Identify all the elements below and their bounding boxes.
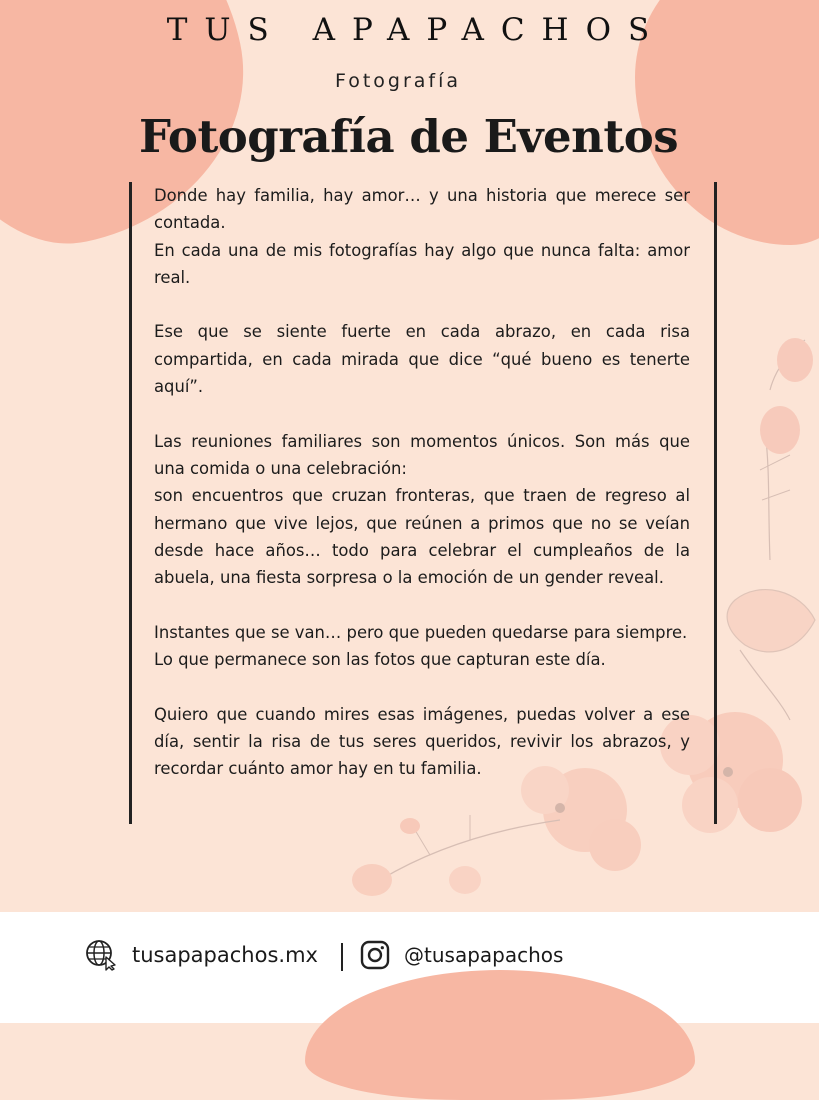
website-link[interactable]: [85, 938, 318, 972]
paragraph-line: Quiero que cuando mires esas imágenes, puedas volver a ese día, sentir la risa de tus seres queridos, revivir los abrazos, y recordar cuánto amor hay en tu familia.: [154, 704, 690, 779]
paragraph-3: [154, 428, 690, 592]
paragraph-line: Instantes que se van… pero que pueden quedarse para siempre.: [154, 622, 688, 642]
footer-separator: [341, 943, 343, 971]
paragraph-line: Lo que permanece son las fotos que capturan este día.: [154, 650, 606, 670]
paragraph-line: Las reuniones familiares son momentos únicos. Son más que una comida o una celebración:: [154, 431, 690, 478]
brand-name: TUS APAPACHOS: [166, 12, 667, 48]
paragraph-line: Ese que se siente fuerte en cada abrazo, en cada risa compartida, en cada mirada que dice “qué bueno es tenerte aquí”.: [154, 322, 690, 397]
left-divider-line: [129, 182, 132, 824]
decorative-blob-bottom: [305, 970, 695, 1100]
right-divider-line: [714, 182, 717, 824]
footer-bar: [0, 912, 819, 1023]
page-title: Fotografía de Eventos: [138, 110, 679, 163]
globe-cursor-icon: [85, 939, 117, 971]
paragraph-line: En cada una de mis fotografías hay algo que nunca falta: amor real.: [154, 240, 690, 287]
instagram-handle: @tusapapachos: [404, 943, 564, 967]
instagram-link[interactable]: [360, 938, 563, 972]
paragraph-line: son encuentros que cruzan fronteras, que traen de regreso al hermano que vive lejos, que reúnen a primos que no se veían desde hace años… todo para celebrar el cumpleaños de la abuela, una fiesta sorpresa o la emoción de un gender reveal.: [154, 486, 690, 588]
body-text: [154, 182, 690, 783]
instagram-icon: [360, 940, 390, 970]
paragraph-1: [154, 182, 690, 291]
brand-subtitle: Fotografía: [334, 70, 462, 92]
paragraph-5: [154, 701, 690, 783]
website-text: tusapapachos.mx: [132, 943, 318, 967]
paragraph-4: [154, 619, 690, 674]
paragraph-line: Donde hay familia, hay amor… y una historia que merece ser contada.: [154, 186, 690, 233]
paragraph-2: [154, 318, 690, 400]
